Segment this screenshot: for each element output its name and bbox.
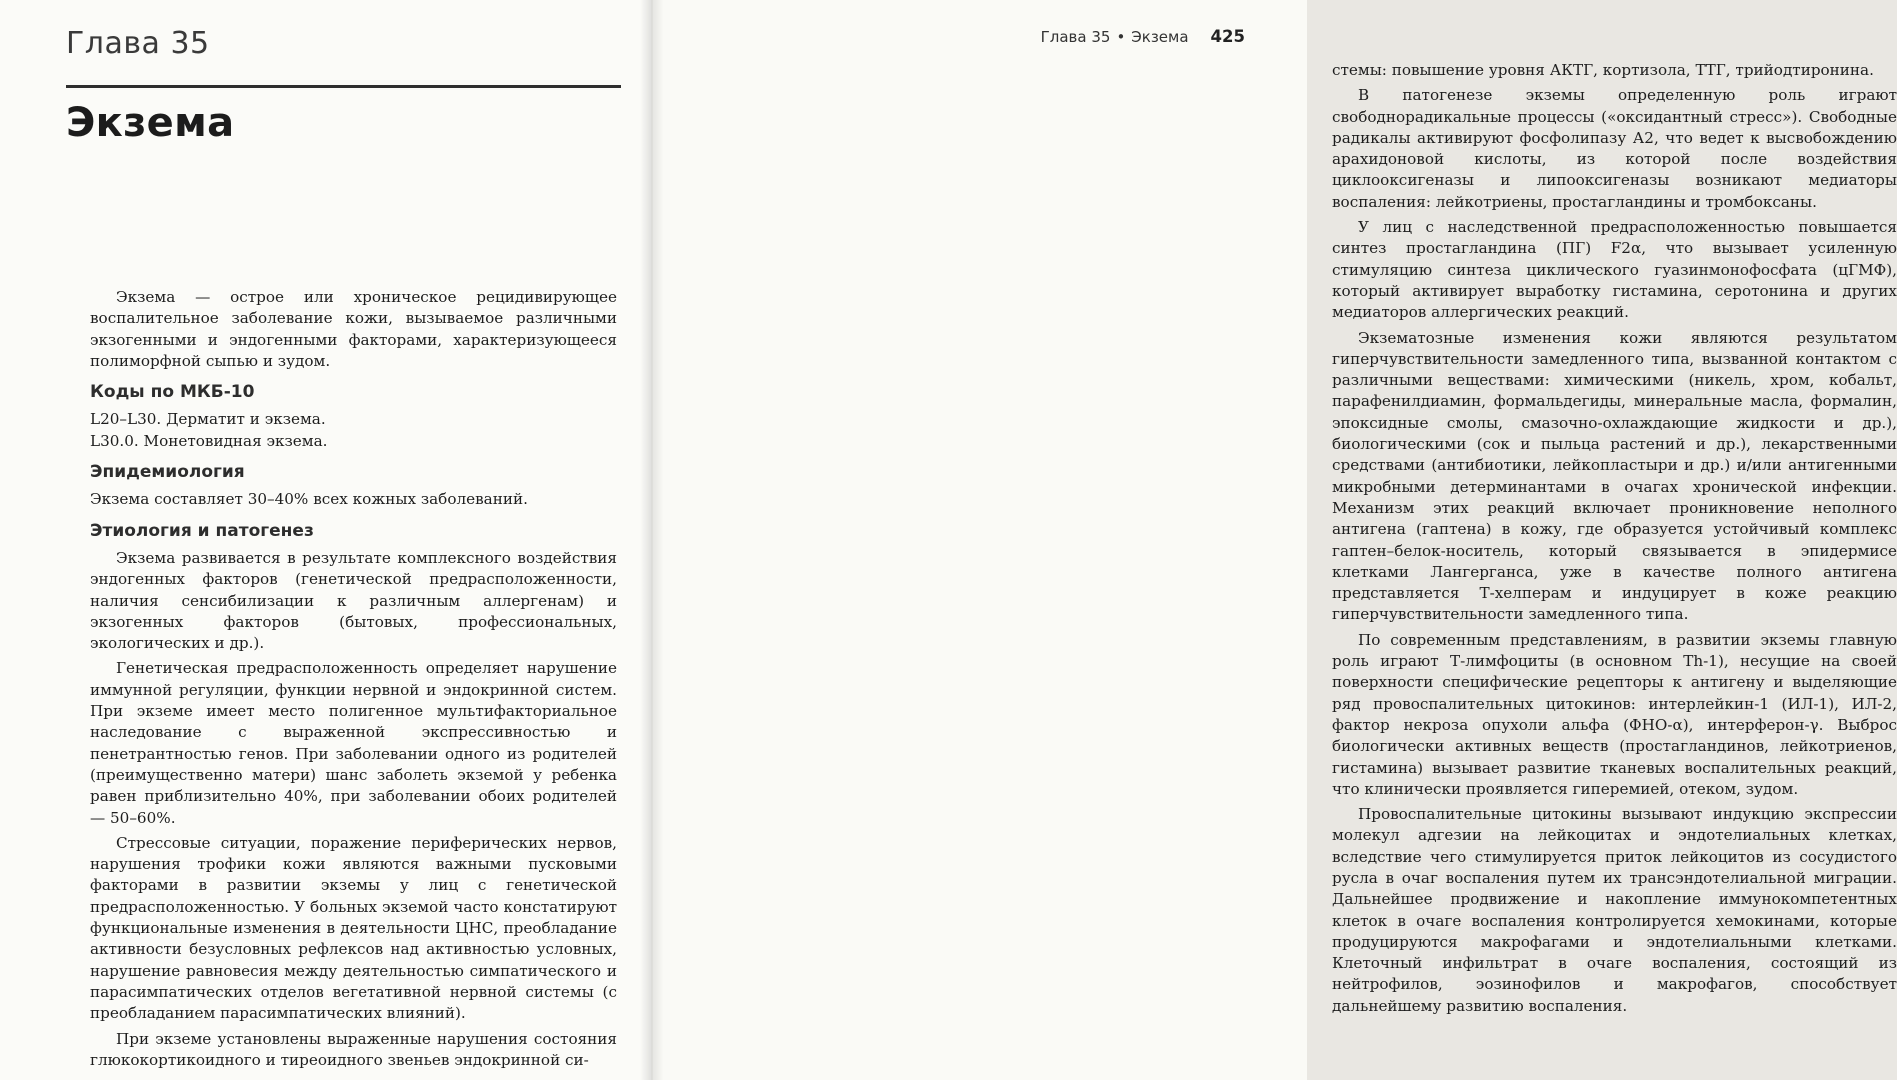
body-paragraph: В патогенезе экземы определенную роль играют свободнорадикальные процессы («оксидантный стресс»). Свободные радикалы активируют фосфолипазу А2, что ведет к высвобождению арахидоновой кислоты, из которой после воздействия циклооксигеназы и липооксигеназы возникают медиаторы воспаления: лейкотриены, простагландины и тромбоксаны.: [1332, 86, 1897, 211]
icd-code-list: [90, 409, 617, 452]
icd-heading: Коды по МКБ-10: [90, 382, 255, 403]
icd-code-item: L30.0. Монетовидная экзема.: [90, 431, 328, 450]
etiology-paragraph: При экземе установлены выраженные нарушения состояния глюкокортикоидного и тиреоидного звеньев эндокринной си-: [90, 1029, 617, 1069]
left-page: [0, 0, 652, 1080]
etiology-paragraph: Генетическая предрасположенность определяет нарушение иммунной регуляции, функции нервной и эндокринной систем. При экземе имеет место полигенное мультифакториальное наследование с выраженной экспрессивностью и пенетрантностью генов. При заболевании одного из родителей (преимущественно матери) шанс заболеть экземой у ребенка равен приблизительно 40%, при заболевании обоих родителей — 50–60%.: [90, 659, 617, 827]
running-header-chapter: Глава 35: [1040, 28, 1111, 46]
etiology-heading: Этиология и патогенез: [90, 520, 314, 541]
epidemiology-paragraph: Экзема составляет 30–40% всех кожных заболеваний.: [90, 490, 528, 509]
body-paragraph: Экзематозные изменения кожи являются результатом гиперчувствительности замедленного типа, вызванной контактом с различными веществами: химическими (никель, хром, кобальт, парафенилдиамин, формальдегиды, минеральные масла, формалин, эпоксидные смолы, смазочно-охлаждающие жидкости и др.), биологическими (сок и пыльца растений и др.), лекарственными средствами (антибиотики, лейкопластыри и др.) и/или антигенными микробными детерминантами в очагах хронической инфекции. Механизм этих реакций включает проникновение неполного антигена (гаптена) в кожу, где образуется устойчивый комплекс гаптен–белок-носитель, который связывается в эпидермисе клетками Лангерганса, уже в качестве полного антигена представляется Т-хелперам и индуцирует в коже реакцию гиперчувствительности замедленного типа.: [1332, 328, 1897, 624]
bullet-separator: •: [1116, 28, 1126, 46]
continuation-text: стемы: повышение уровня АКТГ, кортизола, ТТГ, трийодтиронина.: [1332, 61, 1874, 79]
page-number: 425: [1210, 27, 1245, 46]
chapter-rule: [66, 85, 621, 88]
intro-paragraph: Экзема — острое или хроническое рецидивирующее воспалительное заболевание кожи, вызываемое различными экзогенными и эндогенными факторами, характеризующееся полиморфной сыпью и зудом.: [90, 288, 617, 370]
epidemiology-heading: Эпидемиология: [90, 462, 245, 483]
running-header-title: Экзема: [1131, 28, 1189, 46]
right-text-column: [1332, 60, 1897, 1021]
body-paragraph: Провоспалительные цитокины вызывают индукцию экспрессии молекул адгезии на лейкоцитах и эндотелиальных клетках, вследствие чего стимулируется приток лейкоцитов из сосудистого русла в очаг воспаления путем их трансэндотелиальной миграции. Дальнейшее продвижение и накопление иммунокомпетентных клеток в очаге воспаления контролируется хемокинами, которые продуцируются макрофагами и эндотелиальными клетками. Клеточный инфильтрат в очаге воспаления, состоящий из нейтрофилов, эозинофилов и макрофагов, способствует дальнейшему развитию воспаления.: [1332, 805, 1897, 1015]
icd-code-item: L20–L30. Дерматит и экзема.: [90, 410, 326, 429]
etiology-paragraph: Стрессовые ситуации, поражение периферических нервов, нарушения трофики кожи являются важными пусковыми факторами в развитии экземы у лиц с генетической предрасположенностью. У больных экземой часто констатируют функциональные изменения в деятельности ЦНС, преобладание активности безусловных рефлексов над активностью условных, нарушение равновесия между деятельностью симпатического и парасимпатических отделов вегетативной нервной системы (с преобладанием парасимпатических влияний).: [90, 833, 617, 1023]
running-header: [1041, 27, 1245, 46]
right-page: [652, 0, 1897, 1080]
body-paragraph: У лиц с наследственной предрасположенностью повышается синтез простагландина (ПГ) F2α, что вызывает усиленную стимуляцию синтеза циклического гуазинмонофосфата (цГМФ), который активирует выработку гистамина, серотонина и других медиаторов аллергических реакций.: [1332, 218, 1897, 322]
left-text-column: [90, 287, 617, 1075]
chapter-title: Экзема: [66, 100, 235, 146]
body-paragraph: По современным представлениям, в развитии экземы главную роль играют Т-лимфоциты (в основном Th-1), несущие на своей поверхности специфические рецепторы к антигену и выделяющие ряд провоспалительных цитокинов: интерлейкин-1 (ИЛ-1), ИЛ-2, фактор некроза опухоли альфа (ФНО-α), интерферон-γ. Выброс биологически активных веществ (простагландинов, лейкотриенов, гистамина) вызывает развитие тканевых воспалительных реакций, что клинически проявляется гиперемией, отеком, зудом.: [1332, 630, 1897, 798]
chapter-label: Глава 35: [66, 26, 210, 61]
etiology-paragraph: Экзема развивается в результате комплексного воздействия эндогенных факторов (генетической предрасположенности, наличия сенсибилизации к различным аллергенам) и экзогенных факторов (бытовых, профессиональных, экологических и др.).: [90, 548, 617, 653]
